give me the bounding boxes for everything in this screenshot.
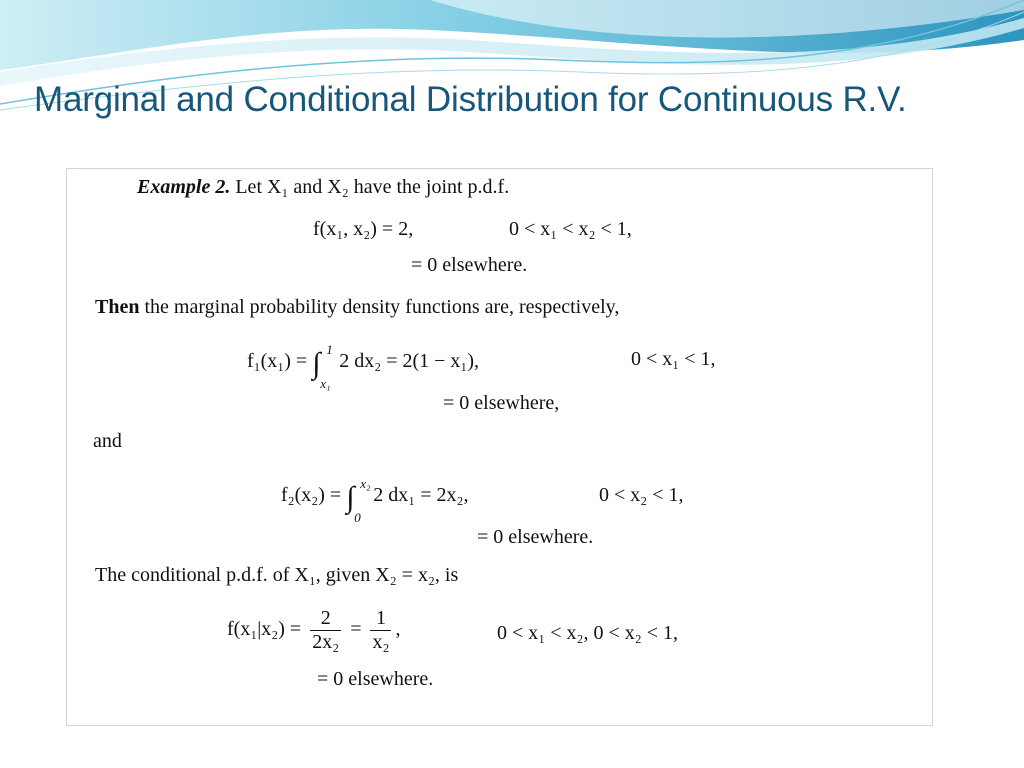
cond-fraction-1 (310, 607, 341, 654)
f1-lhs: f₁(x₁) = (247, 350, 308, 372)
integral-symbol: ∫ x₂ 0 (346, 476, 371, 525)
f1-equation (247, 342, 480, 391)
joint-pdf-else: = 0 elsewhere. (411, 254, 528, 276)
f1-else: = 0 elsewhere, (443, 392, 560, 414)
example-intro-text: Let X₁ and X₂ have the joint p.d.f. (235, 176, 510, 198)
cond-else: = 0 elsewhere. (317, 668, 434, 690)
cond-fraction-2 (370, 607, 391, 654)
cond-frac1-den: 2x₂ (312, 631, 340, 653)
joint-pdf: f(x₁, x₂) = 2, (313, 218, 414, 240)
example-image-panel (66, 168, 933, 726)
example-label: Example 2. (137, 176, 231, 198)
f2-lhs: f₂(x₂) = (281, 484, 342, 506)
marginal-intro-then: Then (95, 296, 140, 318)
f1-int-lower: x₁ (320, 376, 331, 391)
f2-int-lower: 0 (354, 510, 361, 525)
joint-pdf-range: 0 < x₁ < x₂ < 1, (509, 218, 632, 240)
f1-rhs: 2 dx₂ = 2(1 − x₁), (339, 350, 480, 372)
f2-range: 0 < x₂ < 1, (599, 484, 684, 506)
cond-range: 0 < x₁ < x₂, 0 < x₂ < 1, (497, 622, 679, 644)
cond-eq: = (350, 618, 362, 641)
f1-int-upper: 1 (326, 342, 333, 357)
cond-frac2-den: x₂ (372, 631, 390, 653)
f2-int-upper: x₂ (360, 476, 371, 491)
f1-range: 0 < x₁ < 1, (631, 348, 716, 370)
integral-symbol: ∫ 1 x₁ (312, 342, 333, 391)
f2-rhs: 2 dx₁ = 2x₂, (373, 484, 469, 506)
and-text: and (93, 430, 122, 452)
f2-equation (281, 476, 469, 525)
conditional-equation: f(x₁|x₂) = $\frac{2}{\text{2x₂}}$ = $\frac{1}{\text{x₂}}$ , (227, 607, 401, 653)
cond-frac1-num: 2 (310, 607, 341, 631)
marginal-intro-text: the marginal probability density functions are, respectively, (144, 296, 620, 318)
cond-frac2-num: 1 (370, 607, 391, 631)
f2-else: = 0 elsewhere. (477, 526, 594, 548)
conditional-intro: The conditional p.d.f. of X₁, given X₂ = x₂, is (95, 564, 459, 586)
cond-lhs: f(x₁|x₂) = (227, 618, 302, 641)
slide-title: Marginal and Conditional Distribution for Continuous R.V. (34, 80, 907, 119)
example-intro-line (137, 177, 509, 197)
marginal-intro-line (95, 297, 619, 317)
